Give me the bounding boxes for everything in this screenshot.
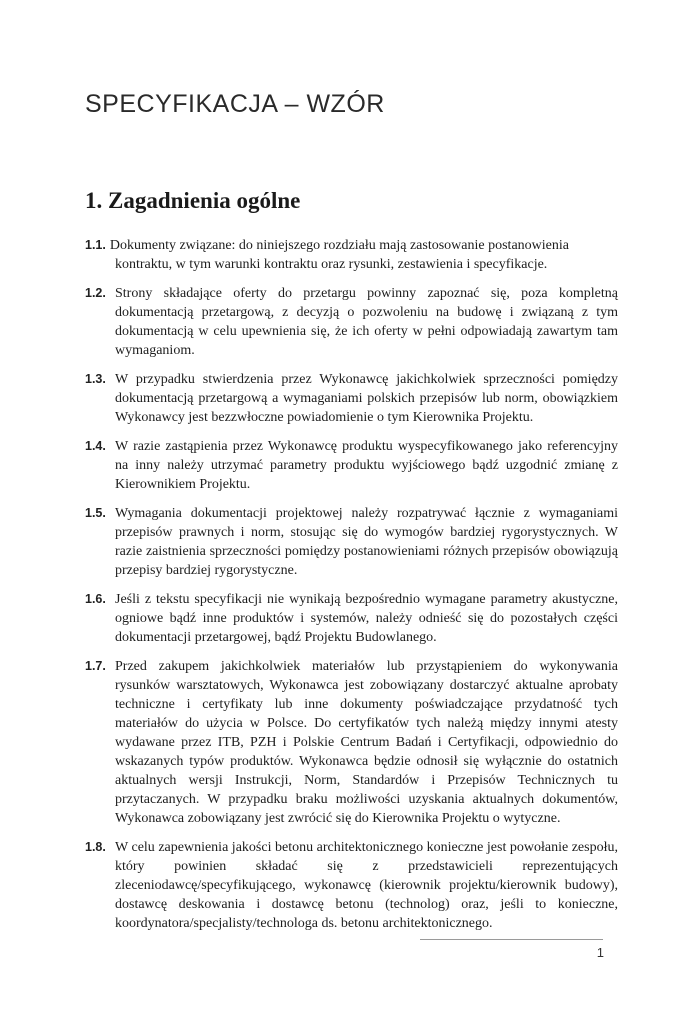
item-text: Jeśli z tekstu specyfikacji nie wynikają bezpośrednio wymagane parametry akustyczne, ogniowe bądź inne produktów i systemów, należy odnieść się do pozostałych części dokumentacji przetargowej, bądź Projektu Budowlanego. — [115, 592, 618, 645]
item-number: 1.3. — [85, 372, 106, 386]
spec-item-1-6 — [85, 590, 618, 647]
item-number: 1.1. — [85, 238, 106, 252]
page-title: SPECYFIKACJA – WZÓR — [85, 90, 385, 118]
item-number: 1.2. — [85, 286, 106, 300]
spec-item-1-4 — [85, 437, 618, 494]
item-number: 1.5. — [85, 506, 106, 520]
item-text: Dokumenty związane: do niniejszego rozdziału mają zastosowanie postanowienia — [109, 238, 569, 253]
spec-item-1-2 — [85, 284, 618, 360]
item-text: Strony składające oferty do przetargu powinny zapoznać się, poza kompletną dokumentacją przetargową, z decyzją o pozwoleniu na budowę i związaną z tym dokumentacją w celu upewnienia się, że ich oferty w pełni odpowiadają zawartym tam wymaganiom. — [115, 286, 618, 358]
item-text: Przed zakupem jakichkolwiek materiałów lub przystąpieniem do wykonywania rysunków warsztatowych, Wykonawca jest zobowiązany dostarczyć aktualne aprobaty techniczne i certyfikaty lub inne dokumenty poświadczające przydatność tych materiałów do użycia w Polsce. Do certyfikatów tych należą między innymi atesty wydawane przez ITB, PZH i Polskie Centrum Badań i Certyfikacji, odpowiednio do wskazanych typów produktów. Wykonawca będzie odnosił się wyłącznie do ostatnich aktualnych wersji Instrukcji, Norm, Standardów i Przepisów Technicznych tu przytaczanych. W przypadku braku możliwości uzyskania aktualnych dokumentów, Wykonawca zobowiązany jest zwrócić się do Kierownika Projektu o wytyczne. — [115, 659, 618, 826]
spec-item-list — [85, 236, 618, 943]
item-number: 1.8. — [85, 840, 106, 854]
item-text: Wymagania dokumentacji projektowej należy rozpatrywać łącznie z wymaganiami przepisów prawnych i norm, stosując się do wymogów bardziej rygorystycznych. W razie zaistnienia sprzeczności pomiędzy postanowieniami różnych przepisów obowiązują przepisy bardziej rygorystyczne. — [115, 506, 618, 578]
spec-item-1-7 — [85, 657, 618, 828]
item-number: 1.4. — [85, 439, 106, 453]
spec-item-1-8 — [85, 838, 618, 933]
item-number: 1.6. — [85, 592, 106, 606]
item-text: W razie zastąpienia przez Wykonawcę produktu wyspecyfikowanego jako referencyjny na inny należy utrzymać parametry produktu wyjściowego bądź uzgodnić zmianę z Kierownikiem Projektu. — [115, 439, 618, 492]
page-number: 1 — [596, 945, 604, 960]
item-text: W przypadku stwierdzenia przez Wykonawcę jakichkolwiek sprzeczności pomiędzy dokumentacją przetargową a wymaganiami polskich przepisów lub norm, obowiązkiem Wykonawcy jest bezzwłoczne powiadomienie o tym Kierownika Projektu. — [115, 372, 618, 425]
footer-rule — [420, 939, 603, 940]
spec-item-1-5 — [85, 504, 618, 580]
item-text-continuation: kontraktu, w tym warunki kontraktu oraz rysunki, zestawienia i specyfikacje. — [115, 257, 548, 272]
spec-item-1-1 — [85, 236, 618, 274]
section-heading: 1. Zagadnienia ogólne — [85, 188, 301, 213]
spec-item-1-3 — [85, 370, 618, 427]
item-number: 1.7. — [85, 659, 106, 673]
item-text: W celu zapewnienia jakości betonu architektonicznego konieczne jest powołanie zespołu, który powinien składać się z przedstawicieli reprezentujących zleceniodawcę/specyfikującego, wykonawcę (kierownik projektu/kierownik budowy), dostawcę deskowania i dostawcę betonu (technolog) oraz, jeśli to konieczne, koordynatora/specjalisty/technologa ds. betonu architektonicznego. — [115, 840, 618, 931]
